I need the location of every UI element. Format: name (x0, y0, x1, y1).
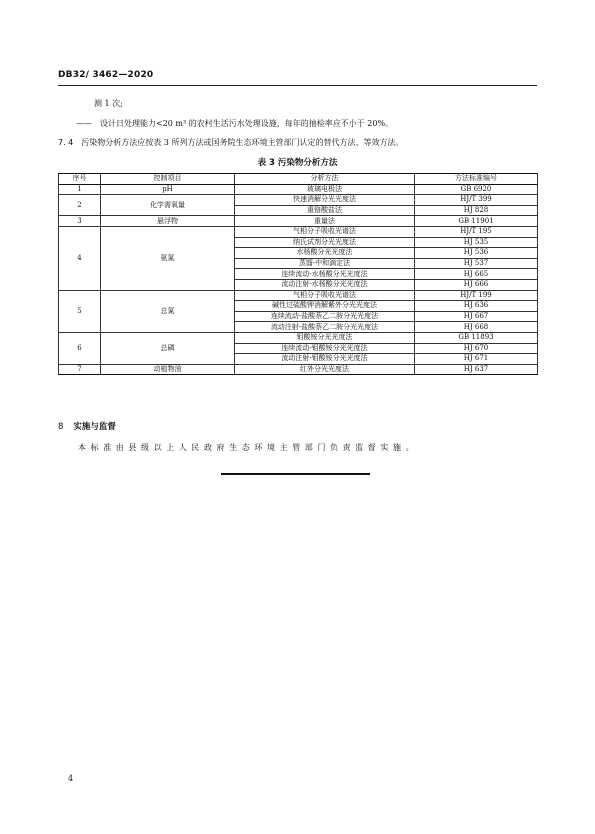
cell-no: 3 (59, 216, 101, 227)
cell-method: 红外分光光度法 (235, 364, 415, 375)
header-standard: 方法标准编号 (415, 174, 538, 185)
cell-method: 气相分子吸收光谱法 (235, 290, 415, 301)
section-8-heading (58, 420, 116, 432)
section-8-number: 8 (58, 422, 64, 432)
cell-standard: HJ/T 195 (415, 226, 538, 237)
cell-method: 流动注射-水杨酸分光光度法 (235, 279, 415, 290)
body-line-1: 测 1 次; (94, 99, 123, 108)
cell-method: 玻璃电极法 (235, 184, 415, 195)
section-8-title: 实施与监督 (73, 422, 116, 432)
cell-item: 化学需氧量 (101, 195, 235, 216)
body-line-2-text: 设计日处理能力<20 m³ 的农村生活污水处理设施，每年的抽检率应不小于 20%。 (100, 119, 394, 128)
cell-no: 1 (59, 184, 101, 195)
cell-method: 重铬酸盐法 (235, 205, 415, 216)
cell-method: 气相分子吸收光谱法 (235, 226, 415, 237)
section-7-4-number: 7. 4 (58, 138, 74, 147)
standard-code: DB32/ 3462—2020 (58, 70, 154, 80)
header-no: 序号 (59, 174, 101, 185)
cell-standard: HJ 671 (415, 354, 538, 365)
cell-method: 碱性过硫酸钾消解紫外分光光度法 (235, 301, 415, 312)
table-row (59, 290, 538, 301)
cell-no: 6 (59, 332, 101, 364)
end-rule (221, 473, 370, 475)
cell-no: 4 (59, 226, 101, 290)
cell-standard: HJ 536 (415, 248, 538, 259)
cell-method: 水杨酸分光光度法 (235, 248, 415, 259)
cell-standard: HJ 666 (415, 279, 538, 290)
table-row (59, 195, 538, 206)
cell-standard: HJ 637 (415, 364, 538, 375)
table-row (59, 364, 538, 375)
cell-item: pH (101, 184, 235, 195)
table-header-row (59, 174, 538, 185)
cell-item: 总磷 (101, 332, 235, 364)
cell-method: 纳氏试剂分光光度法 (235, 237, 415, 248)
cell-standard: GB 6920 (415, 184, 538, 195)
cell-standard: GB 11893 (415, 332, 538, 343)
cell-item: 悬浮物 (101, 216, 235, 227)
cell-method: 连续流动-钼酸铵分光光度法 (235, 343, 415, 354)
table-body (59, 184, 538, 375)
dash: —— (76, 119, 92, 128)
cell-method: 连续流动-盐酸萘乙二胺分光光度法 (235, 311, 415, 322)
header-rule (58, 85, 537, 86)
cell-standard: HJ 636 (415, 301, 538, 312)
cell-method: 流动注射-盐酸萘乙二胺分光光度法 (235, 322, 415, 333)
cell-no: 7 (59, 364, 101, 375)
body-line-2 (76, 118, 393, 129)
page-number: 4 (68, 774, 74, 783)
cell-item: 氨氮 (101, 226, 235, 290)
section-7-4 (58, 137, 403, 148)
table-row (59, 184, 538, 195)
cell-method: 重量法 (235, 216, 415, 227)
cell-no: 2 (59, 195, 101, 216)
cell-no: 5 (59, 290, 101, 332)
table-row (59, 226, 538, 237)
header-item: 控制项目 (101, 174, 235, 185)
cell-method: 流动注射-钼酸铵分光光度法 (235, 354, 415, 365)
cell-standard: HJ 537 (415, 258, 538, 269)
cell-method: 连续流动-水杨酸分光光度法 (235, 269, 415, 280)
cell-item: 动植物油 (101, 364, 235, 375)
cell-method: 快速消解分光光度法 (235, 195, 415, 206)
cell-standard: HJ 670 (415, 343, 538, 354)
cell-standard: HJ/T 199 (415, 290, 538, 301)
cell-standard: HJ 665 (415, 269, 538, 280)
cell-standard: HJ 667 (415, 311, 538, 322)
cell-method: 蒸馏-中和滴定法 (235, 258, 415, 269)
table-title: 表 3 污染物分析方法 (257, 158, 338, 168)
cell-standard: HJ/T 399 (415, 195, 538, 206)
header-method: 分析方法 (235, 174, 415, 185)
pollutant-methods-table (58, 173, 538, 375)
section-7-4-text: 污染物分析方法应按表 3 所列方法或国务院生态环境主管部门认定的替代方法、等效方法。 (81, 138, 404, 147)
cell-standard: GB 11901 (415, 216, 538, 227)
cell-standard: HJ 535 (415, 237, 538, 248)
table-row (59, 216, 538, 227)
cell-standard: HJ 828 (415, 205, 538, 216)
cell-method: 钼酸铵分光光度法 (235, 332, 415, 343)
cell-standard: HJ 668 (415, 322, 538, 333)
cell-item: 总氮 (101, 290, 235, 332)
section-8-text: 本标准由县级以上人民政府生态环境主管部门负责监督实施。 (78, 443, 419, 452)
table-row (59, 332, 538, 343)
